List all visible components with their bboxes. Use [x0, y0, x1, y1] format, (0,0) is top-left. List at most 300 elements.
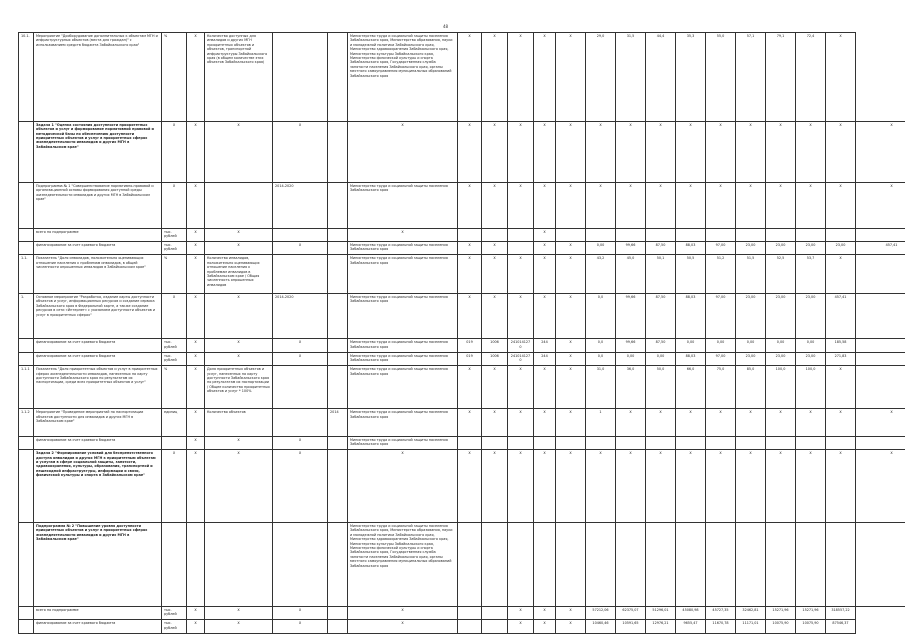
table-cell: 2014-2020: [273, 183, 328, 228]
table-cell: 97,00: [706, 241, 736, 254]
table-cell: [736, 436, 766, 449]
table-cell: 51296,01: [646, 607, 676, 620]
table-cell: X: [796, 450, 826, 523]
table-cell: X: [348, 607, 458, 620]
table-cell: X: [556, 121, 586, 182]
table-cell: [482, 607, 508, 620]
table-cell: 23,00: [796, 352, 826, 365]
table-cell: [556, 436, 586, 449]
table-cell: [19, 352, 34, 365]
table-cell: X: [534, 183, 556, 228]
table-cell: 50,0: [646, 366, 676, 409]
table-cell: [19, 228, 34, 241]
table-cell: [328, 366, 348, 409]
table-cell: [676, 522, 706, 606]
table-cell: X: [187, 352, 205, 365]
table-cell: 62375,07: [616, 607, 646, 620]
table-cell: 50,5: [676, 255, 706, 293]
table-row: [19, 183, 905, 228]
table-row: [19, 450, 905, 523]
table-cell: X: [508, 450, 534, 523]
table-cell: %: [162, 255, 187, 293]
table-cell: 0,00: [616, 352, 646, 365]
table-cell: [676, 436, 706, 449]
table-cell: 271,83: [826, 352, 856, 365]
table-cell: [856, 352, 905, 365]
table-cell: 11670,78: [706, 620, 736, 634]
table-cell: 66,0: [676, 366, 706, 409]
table-cell: [482, 228, 508, 241]
table-cell: X: [736, 409, 766, 436]
table-cell: всего по подпрограмме: [34, 607, 162, 620]
table-cell: финансирование за счет краевого бюджета: [34, 339, 162, 352]
table-cell: X: [348, 620, 458, 634]
table-cell: [508, 241, 534, 254]
table-cell: X: [534, 293, 556, 338]
table-cell: Министерство труда и социальной защиты населения Забайкальского края: [348, 255, 458, 293]
table-cell: 185,58: [826, 339, 856, 352]
table-cell: [534, 436, 556, 449]
table-cell: 0,00: [706, 339, 736, 352]
table-cell: 10.1.: [19, 33, 34, 122]
table-cell: X: [766, 450, 796, 523]
table-cell: 100,0: [766, 366, 796, 409]
table-cell: [19, 620, 34, 634]
table-cell: 97,00: [706, 293, 736, 338]
table-cell: 31,5: [616, 33, 646, 122]
table-cell: X: [534, 607, 556, 620]
table-cell: X: [556, 183, 586, 228]
table-cell: тыс. рублей: [162, 607, 187, 620]
table-cell: X: [556, 339, 586, 352]
table-cell: Мероприятие "Дооборудование дополнительных к объектам МГН и инфраструктурных объектов (места для граждан)" с использованием средств бюджета Забайкальского края": [34, 33, 162, 122]
table-cell: [856, 228, 905, 241]
table-cell: [856, 293, 905, 338]
table-cell: X: [508, 293, 534, 338]
table-cell: X: [534, 620, 556, 634]
table-cell: 10591,65: [616, 620, 646, 634]
table-cell: [856, 522, 905, 606]
table-cell: X: [508, 183, 534, 228]
table-cell: [706, 436, 736, 449]
table-cell: X: [856, 450, 905, 523]
table-cell: X: [273, 352, 328, 365]
table-cell: X: [458, 255, 482, 293]
table-cell: 318557,22: [826, 607, 856, 620]
table-cell: [706, 522, 736, 606]
table-cell: X: [556, 620, 586, 634]
table-cell: X: [556, 366, 586, 409]
table-cell: [19, 121, 34, 182]
table-cell: 0,0: [586, 339, 616, 352]
table-cell: 53,7: [796, 255, 826, 293]
table-cell: 87,50: [646, 339, 676, 352]
table-cell: 15271,96: [766, 607, 796, 620]
table-cell: X: [796, 183, 826, 228]
table-cell: Количество доступных для инвалидов и других МГН приоритетных объектов и объектов, транспортной инфраструктуры Забайкальского края (в общем количестве этих объектов Забайкальского края): [205, 33, 273, 122]
table-cell: [766, 436, 796, 449]
table-cell: [19, 436, 34, 449]
table-cell: 019: [458, 352, 482, 365]
table-cell: X: [508, 33, 534, 122]
table-cell: X: [856, 121, 905, 182]
table-cell: [646, 436, 676, 449]
table-cell: [273, 228, 328, 241]
table-cell: X: [508, 620, 534, 634]
table-cell: [328, 436, 348, 449]
table-cell: 10075,90: [766, 620, 796, 634]
table-cell: 23,00: [736, 293, 766, 338]
table-cell: X: [534, 121, 556, 182]
table-cell: X: [205, 436, 273, 449]
table-cell: Министерство труда и социальной защиты населения Забайкальского края: [348, 409, 458, 436]
table-cell: X: [676, 121, 706, 182]
table-cell: X: [187, 33, 205, 122]
table-cell: X: [187, 183, 205, 228]
table-cell: 55,0: [706, 33, 736, 122]
table-cell: X: [205, 293, 273, 338]
table-cell: Показатель "Доля инвалидов, положительно оценивающих отношение населения к проблемам инвалидов, в общей численности опрошенных инвалидов в Забайкальском крае": [34, 255, 162, 293]
table-cell: Министерство труда и социальной защиты населения Забайкальского края: [348, 293, 458, 338]
table-cell: X: [676, 183, 706, 228]
table-cell: [187, 522, 205, 606]
table-cell: [556, 228, 586, 241]
table-cell: X: [556, 352, 586, 365]
table-cell: 57212,06: [586, 607, 616, 620]
table-cell: [328, 339, 348, 352]
table-cell: X: [556, 255, 586, 293]
table-cell: X: [646, 450, 676, 523]
table-row: [19, 293, 905, 338]
table-cell: X: [508, 409, 534, 436]
table-cell: X: [482, 183, 508, 228]
table-cell: [328, 522, 348, 606]
table-cell: 0,00: [766, 339, 796, 352]
table-cell: [796, 522, 826, 606]
table-cell: [534, 522, 556, 606]
table-cell: [273, 522, 328, 606]
table-cell: 0,0: [586, 293, 616, 338]
table-cell: [508, 436, 534, 449]
table-cell: X: [458, 450, 482, 523]
table-row: [19, 607, 905, 620]
table-cell: [736, 228, 766, 241]
table-cell: 15271,96: [796, 607, 826, 620]
table-cell: 1006: [482, 339, 508, 352]
table-cell: 87,50: [646, 293, 676, 338]
table-row: [19, 366, 905, 409]
table-cell: X: [187, 607, 205, 620]
table-cell: [616, 228, 646, 241]
table-cell: X: [826, 255, 856, 293]
table-cell: [706, 228, 736, 241]
table-cell: X: [508, 607, 534, 620]
table-cell: X: [766, 409, 796, 436]
table-cell: X: [205, 450, 273, 523]
table-cell: X: [273, 436, 328, 449]
table-cell: X: [187, 228, 205, 241]
table-cell: [508, 228, 534, 241]
table-cell: Задача 1 "Оценка состояния доступности приоритетных объектов и услуг и формирование нормативной правовой и методической базы по обеспечению доступности приоритетных объектов и услуг в приоритетных сферах жизнедеятельности инвалидов и других МГН в Забайкальском крае": [34, 121, 162, 182]
table-cell: финансирование за счет краевого бюджета: [34, 352, 162, 365]
table-cell: 29,0: [586, 33, 616, 122]
table-cell: X: [273, 339, 328, 352]
table-cell: [586, 522, 616, 606]
table-cell: X: [706, 121, 736, 182]
table-cell: %: [162, 33, 187, 122]
table-cell: X: [556, 293, 586, 338]
table-cell: Основное мероприятие "Разработка, издание карты доступности объектов и услуг, информационных ресурсов и создание сервиса Забайкальского края в Федеральной карте, а также создание ресурсов в сети «Интернет» с указанием доступности объектов и услуг в приоритетных сферах": [34, 293, 162, 338]
table-cell: тыс. рублей: [162, 352, 187, 365]
page-number: 48: [443, 24, 449, 29]
table-cell: [458, 620, 482, 634]
table-row: [19, 436, 905, 449]
table-cell: [328, 183, 348, 228]
table-cell: 45080,98: [676, 607, 706, 620]
table-cell: 12976,21: [646, 620, 676, 634]
table-cell: Министерство труда и социальной защиты населения Забайкальского края: [348, 352, 458, 365]
table-cell: 44,4: [646, 33, 676, 122]
table-cell: [856, 366, 905, 409]
table-cell: [328, 228, 348, 241]
table-cell: 51,5: [736, 255, 766, 293]
table-cell: [328, 241, 348, 254]
table-cell: 85,0: [736, 366, 766, 409]
table-cell: X: [826, 450, 856, 523]
table-cell: X: [556, 450, 586, 523]
table-cell: 75,0: [706, 366, 736, 409]
table-cell: [328, 620, 348, 634]
table-cell: тыс. рублей: [162, 620, 187, 634]
table-cell: [205, 183, 273, 228]
table-cell: X: [736, 121, 766, 182]
table-cell: X: [766, 183, 796, 228]
table-cell: [556, 522, 586, 606]
table-cell: Задача 2 "Формирование условий для беспрепятственного доступа инвалидов и других МГН к приоритетным объектам и услугам в сфере социальной защиты, занятости, здравоохранения, культуры, образования, транспортной и пешеходной инфраструктуры, информации и связи, физической культуры и спорта в Забайкальском крае": [34, 450, 162, 523]
table-cell: X: [586, 450, 616, 523]
table-cell: всего по подпрограмме: [34, 228, 162, 241]
table-cell: Министерство труда и социальной защиты населения Забайкальского края, Министерство образования, науки и молодежной политики Забайкальского края, Министерство здравоохранения Забайкальского края, Министерство культуры Забайкальского края, Министерство физической культуры и спорта Забайкальского края, Государственная служба занятости населения Забайкальского края, органы местного самоуправления муниципальных образований Забайкальского края: [348, 33, 458, 122]
table-row: [19, 228, 905, 241]
table-cell: финансирование за счет краевого бюджета: [34, 241, 162, 254]
table-cell: [796, 436, 826, 449]
table-cell: 0,00: [646, 352, 676, 365]
table-cell: X: [482, 409, 508, 436]
table-cell: X: [676, 409, 706, 436]
table-row: [19, 255, 905, 293]
table-cell: Подпрограмма № 2 "Повышение уровня доступности приоритетных объектов и услуг в приоритетных сферах жизнедеятельности инвалидов и других МГН в Забайкальском крае": [34, 522, 162, 606]
table-cell: X: [646, 183, 676, 228]
table-cell: X: [556, 33, 586, 122]
table-cell: [328, 607, 348, 620]
table-cell: X: [796, 121, 826, 182]
table-cell: финансирование за счет краевого бюджета: [34, 436, 162, 449]
table-cell: 9655,47: [676, 620, 706, 634]
table-cell: X: [736, 183, 766, 228]
table-cell: X: [162, 293, 187, 338]
table-cell: 45727,35: [706, 607, 736, 620]
table-cell: X: [556, 241, 586, 254]
table-cell: 2410141270: [508, 339, 534, 352]
table-cell: [856, 339, 905, 352]
table-cell: X: [458, 183, 482, 228]
table-cell: [273, 409, 328, 436]
table-cell: 0,00: [736, 339, 766, 352]
table-cell: [766, 228, 796, 241]
table-cell: X: [187, 409, 205, 436]
table-cell: [616, 522, 646, 606]
table-cell: X: [706, 409, 736, 436]
table-cell: X: [676, 450, 706, 523]
table-cell: X: [508, 366, 534, 409]
table-cell: [328, 121, 348, 182]
table-cell: тыс. рублей: [162, 339, 187, 352]
table-cell: 99,66: [616, 339, 646, 352]
table-cell: [19, 183, 34, 228]
table-cell: X: [482, 121, 508, 182]
table-cell: [646, 522, 676, 606]
table-cell: 457,41: [826, 293, 856, 338]
table-cell: X: [646, 409, 676, 436]
table-cell: Министерство труда и социальной защиты населения Забайкальского края: [348, 366, 458, 409]
table-cell: X: [586, 183, 616, 228]
table-cell: X: [187, 293, 205, 338]
table-row: [19, 121, 905, 182]
table-cell: X: [458, 33, 482, 122]
table-cell: [586, 436, 616, 449]
table-cell: X: [616, 409, 646, 436]
table-cell: Министерство труда и социальной защиты населения Забайкальского края: [348, 241, 458, 254]
table-cell: [586, 228, 616, 241]
table-cell: [646, 228, 676, 241]
table-cell: Мероприятие "Проведение мероприятий по паспортизации объектов доступности для инвалидов и других МГН в Забайкальском крае": [34, 409, 162, 436]
table-row: [19, 33, 905, 122]
table-cell: [856, 255, 905, 293]
table-cell: Подпрограмма № 1 "Совершенствование нормативно-правовой и организационной основы формирования доступной среды жизнедеятельности инвалидов и других МГН в Забайкальском крае": [34, 183, 162, 228]
table-cell: X: [482, 293, 508, 338]
program-indicator-table: [18, 32, 905, 634]
table-cell: X: [826, 409, 856, 436]
table-row: [19, 339, 905, 352]
table-cell: X: [458, 293, 482, 338]
table-cell: %: [162, 366, 187, 409]
table-cell: [482, 620, 508, 634]
table-cell: 88,03: [676, 352, 706, 365]
table-cell: [273, 33, 328, 122]
table-cell: 2410141270: [508, 352, 534, 365]
table-cell: X: [534, 409, 556, 436]
table-cell: Министерство труда и социальной защиты населения Забайкальского края: [348, 183, 458, 228]
table-body: [19, 33, 905, 634]
table-cell: 244: [534, 352, 556, 365]
table-cell: X: [616, 121, 646, 182]
table-cell: X: [348, 450, 458, 523]
table-cell: [328, 450, 348, 523]
table-cell: 97,00: [706, 352, 736, 365]
table-cell: Количество инвалидов, положительно оценивающих отношение населения к проблемам инвалидов в Забайкальском крае / Общая численность опрошенных инвалидов: [205, 255, 273, 293]
table-cell: X: [534, 255, 556, 293]
table-cell: X: [856, 183, 905, 228]
table-cell: 87,50: [646, 241, 676, 254]
table-cell: 10460,46: [586, 620, 616, 634]
table-cell: 23,00: [736, 241, 766, 254]
table-cell: [328, 33, 348, 122]
table-cell: X: [766, 121, 796, 182]
table-cell: 0,00: [796, 339, 826, 352]
table-cell: [19, 522, 34, 606]
table-cell: 87546,37: [826, 620, 856, 634]
table-cell: [826, 522, 856, 606]
table-cell: 50,1: [646, 255, 676, 293]
table-cell: 36,0: [616, 366, 646, 409]
table-cell: X: [205, 339, 273, 352]
table-cell: 1006: [482, 352, 508, 365]
table-cell: X: [205, 121, 273, 182]
table-cell: X: [706, 183, 736, 228]
table-cell: 51,2: [706, 255, 736, 293]
table-cell: X: [187, 450, 205, 523]
table-cell: X: [273, 241, 328, 254]
table-cell: [826, 228, 856, 241]
table-cell: X: [508, 255, 534, 293]
table-cell: 0,0: [586, 352, 616, 365]
table-cell: X: [162, 450, 187, 523]
table-cell: Министерство труда и социальной защиты населения Забайкальского края, Министерство образования, науки и молодежной политики Забайкальского края, Министерство здравоохранения Забайкальского края, Министерство культуры Забайкальского края, Министерство физической культуры и спорта Забайкальского края, Государственная служба занятости населения Забайкальского края, органы местного самоуправления муниципальных образований Забайкальского края: [348, 522, 458, 606]
table-cell: [458, 522, 482, 606]
table-cell: 23,00: [766, 352, 796, 365]
table-cell: [328, 255, 348, 293]
table-cell: 99,66: [616, 241, 646, 254]
table-cell: X: [616, 450, 646, 523]
table-cell: 1: [586, 409, 616, 436]
table-cell: [736, 522, 766, 606]
table-cell: 32462,81: [736, 607, 766, 620]
table-cell: 100,0: [796, 366, 826, 409]
table-row: [19, 620, 905, 634]
table-cell: Министерство труда и социальной защиты населения Забайкальского края: [348, 436, 458, 449]
table-cell: 10075,90: [796, 620, 826, 634]
table-cell: X: [205, 352, 273, 365]
table-cell: X: [187, 366, 205, 409]
table-cell: [19, 241, 34, 254]
table-cell: [826, 436, 856, 449]
table-cell: [19, 450, 34, 523]
table-cell: 23,00: [766, 241, 796, 254]
table-cell: X: [856, 409, 905, 436]
table-cell: X: [534, 366, 556, 409]
table-cell: X: [458, 366, 482, 409]
table-cell: 244: [534, 339, 556, 352]
table-cell: 019: [458, 339, 482, 352]
table-cell: 1.1.1: [19, 366, 34, 409]
table-cell: X: [162, 121, 187, 182]
table-cell: 2014-2020: [273, 293, 328, 338]
table-cell: X: [534, 450, 556, 523]
table-cell: 23,00: [766, 293, 796, 338]
table-cell: X: [458, 409, 482, 436]
table-cell: X: [458, 241, 482, 254]
table-cell: [482, 436, 508, 449]
table-cell: 1.1.2: [19, 409, 34, 436]
table-cell: X: [556, 607, 586, 620]
table-cell: X: [348, 121, 458, 182]
table-cell: X: [616, 183, 646, 228]
table-cell: 43,2: [586, 255, 616, 293]
table-cell: [796, 228, 826, 241]
table-cell: 35,3: [676, 33, 706, 122]
table-cell: 0,00: [586, 241, 616, 254]
table-cell: 23,00: [796, 241, 826, 254]
